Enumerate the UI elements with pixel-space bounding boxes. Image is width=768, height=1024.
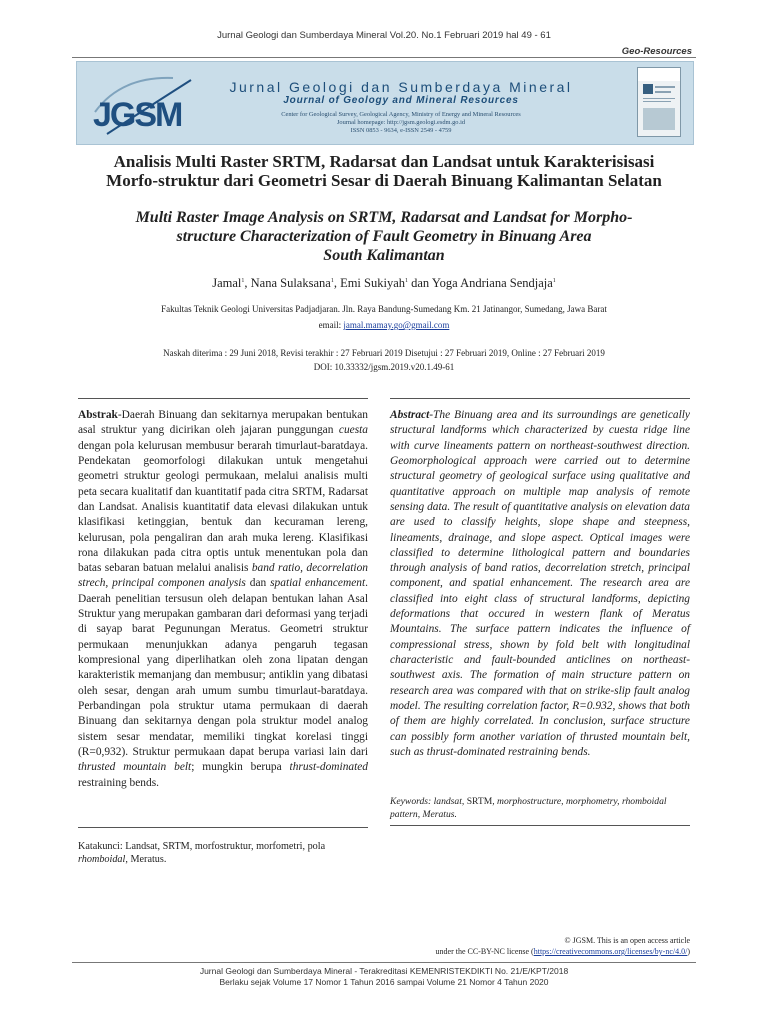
- abstrak-bottom-rule: [78, 827, 368, 828]
- keywords-label: Keywords: [390, 796, 429, 807]
- footer-validity: Berlaku sejak Volume 17 Nomor 1 Tahun 2016 sampai Volume 21 Nomor 4 Tahun 2020: [219, 977, 549, 987]
- abstrak-body: -Daerah Binuang dan sekitarnya merupakan bentukan asal struktur yang dicirikan oleh jajaran punggungan cuesta dengan pola kelurusan membusur berarah timurlaut-baratdaya. Pendekatan geomorfologi dilakukan untuk mengetahui geometri struktur geologi permukaan, melalui analisis multi peta secara kualitatif dan kuantitatif pada citra SRTM, Radarsat dan Landsat. Analisis kuantitatif data elevasi dilakukan untuk klasifikasi ketinggian, bentuk dan kecuraman lereng, kelurusan, pola pengaliran dan arah muka lereng. Klasifikasi rona dilakukan pada citra optis untuk menentukan pola dan batas sebaran batuan melalui analisis band ratio, decorrelation strech, principal componen analysis dan spatial enhancement. Daerah penelitian tersusun oleh delapan bentukan lahan Asal Struktur yang merupakan gambaran dari deformasi yang terjadi di sayap barat Pegunungan Meratus. Geometri struktur permukaan menunjukkan adanya pengaruh tegasan kompresional yang diperlihatkan oleh zona lipatan dengan karakteristik memanjang dan membusur; antiklin yang dibatasi oleh sesar, dengan arah umum sumbu timurlaut-baratdaya. Perbandingan pola struktur utama permukaan di daerah Binuang dan sekitarnya dengan pola struktur model analog sistem sesar mendatar, memiliki tingkat korelasi tinggi (R=0,932). Struktur permukaan dapat berupa variasi lain dari thrusted mountain belt; mungkin berupa thrust-dominated restraining bends.: [78, 409, 368, 789]
- author-name: Jamal: [212, 276, 242, 290]
- author-separator: dan: [408, 276, 432, 290]
- journal-cover-thumbnail: [637, 67, 681, 137]
- abstract-english: [390, 408, 690, 760]
- katakunci-indonesian: [78, 840, 368, 866]
- abstract-top-rule: [390, 398, 690, 399]
- abstrak-label: Abstrak: [78, 409, 118, 421]
- abstract-body: -The Binuang area and its surroundings are genetically structural landforms which characterized by cuesta ridge line with curve lineaments pattern on northeast-southwest direction. Geomorphological approach were carried out to determine structural geometry of geological surface using qualitative and quantitative approach on multiple map analysis of remote sensing data. The result of quantitative analysis on elevation data are used to classify heights, slope shape and steepness, lineaments, drainage, and slope aspect. Optical images were classified to determine lithological pattern and boundaries through analysis of band ratios, decorrelation stretch, principal component, and spatial enhancement. The research area are classified into eight class of structural landforms, depicting deformations that occured in western flank of Meratus Mountains. The surface pattern indicates the influence of compressional stress, shown by fold belt with longitudinal characteristic and fault-bounded anticlines on northeast-southwest axis. The formation of main structure pattern on research area was compared with that on strike-slip fault analog model. The resulting correlation factor, R=0.932, shows that both of them are highly correlated. In conclusion, surface structure can possibly form another variation of thrusted mountain belt, such as thrust-dominated restraining bends.: [390, 409, 690, 758]
- journal-title: Jurnal Geologi dan Sumberdaya Mineral: [229, 79, 573, 95]
- journal-subtitle: Journal of Geology and Mineral Resources: [283, 95, 519, 106]
- abstract-bottom-rule: [390, 825, 690, 826]
- katakunci-label: Katakunci: [78, 841, 120, 852]
- license-line: [436, 947, 690, 956]
- license-notice: © JGSM. This is an open access article: [564, 936, 690, 945]
- author-name: Nana Sulaksana: [250, 276, 331, 290]
- submission-dates: Naskah diterima : 29 Juni 2018, Revisi terakhir : 27 Februari 2019 Disetujui : 27 Februari 2019, Online : 27 Februari 2019: [163, 348, 605, 358]
- jgsm-logo: [87, 68, 197, 140]
- license-suffix: ): [687, 947, 690, 956]
- title-en-line: South Kalimantan: [323, 247, 445, 264]
- author-separator: ,: [333, 276, 341, 290]
- title-id-line: Analisis Multi Raster SRTM, Radarsat dan Landsat untuk Karakterisisasi: [113, 152, 655, 171]
- header-divider: [72, 57, 696, 58]
- keywords-body: : landsat, SRTM, morphostructure, morphometry, rhomboidal pattern, Meratus.: [390, 796, 667, 820]
- author-name: Yoga Andriana Sendjaja: [431, 276, 553, 290]
- footer-divider: [72, 962, 696, 963]
- journal-banner: [76, 61, 694, 145]
- title-id-line: Morfo-struktur dari Geometri Sesar di Daerah Binuang Kalimantan Selatan: [106, 171, 662, 190]
- title-en-line: Multi Raster Image Analysis on SRTM, Radarsat and Landsat for Morpho-: [135, 209, 633, 226]
- homepage-line: Journal homepage: http://jgsm.geologi.esdm.go.id: [336, 119, 466, 126]
- section-label: Geo-Resources: [621, 46, 692, 57]
- author-affiliation-mark: 1: [552, 277, 556, 284]
- license-link[interactable]: https://creativecommons.org/licenses/by-nc/4.0/: [533, 947, 688, 956]
- affiliation: Fakultas Teknik Geologi Universitas Padjadjaran. Jln. Raya Bandung-Sumedang Km. 21 Jatinangor, Sumedang, Jawa Barat: [161, 304, 607, 314]
- author-name: Emi Sukiyah: [340, 276, 405, 290]
- footer-accreditation: Jurnal Geologi dan Sumberdaya Mineral - Terakreditasi KEMENRISTEKDIKTI No. 21/E/KPT/2018: [199, 966, 569, 976]
- email-link[interactable]: jamal.mamay.go@gmail.com: [343, 320, 450, 330]
- article-title-indonesian: [56, 152, 712, 190]
- publisher-line: Center for Geological Survey, Geological Agency, Ministry of Energy and Mineral Resources: [281, 111, 521, 118]
- author-list: [0, 276, 768, 291]
- abstract-label: Abstract: [390, 409, 430, 421]
- email-label: email:: [318, 320, 344, 330]
- license-prefix: under the CC-BY-NC license (: [435, 947, 534, 956]
- article-title-english: [56, 208, 712, 265]
- contact-email: [0, 320, 768, 330]
- keywords-english: [390, 795, 690, 821]
- title-en-line: structure Characterization of Fault Geometry in Binuang Area: [176, 228, 592, 245]
- author-separator: ,: [244, 276, 251, 290]
- katakunci-body: : Landsat, SRTM, morfostruktur, morfometri, pola rhomboidal, Meratus.: [78, 841, 326, 865]
- doi: DOI: 10.33332/jgsm.2019.v20.1.49-61: [313, 362, 455, 372]
- author-affiliation-mark: 1: [405, 277, 408, 284]
- running-header-citation: Jurnal Geologi dan Sumberdaya Mineral Vol.20. No.1 Februari 2019 hal 49 - 61: [217, 30, 551, 41]
- abstrak-top-rule: [78, 398, 368, 399]
- logo-text: JGSM: [93, 96, 182, 134]
- issn-line: ISSN 0853 - 9634, e-ISSN 2549 - 4759: [350, 127, 452, 134]
- abstrak-indonesian: [78, 408, 368, 791]
- author-affiliation-mark: 1: [330, 277, 334, 284]
- author-affiliation-mark: 1: [241, 277, 245, 284]
